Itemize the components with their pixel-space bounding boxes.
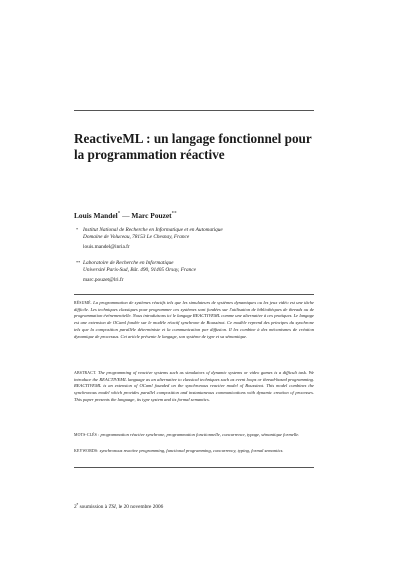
author-line [74, 211, 177, 220]
abstract-bottom-rule [74, 467, 314, 468]
footer-journal: TSI [108, 503, 116, 510]
affiliation-1 [76, 227, 313, 251]
affiliation-line: Université Paris-Sud, Bât. 490, 91405 Orsay, France [83, 267, 196, 274]
author-separator: — [122, 211, 130, 220]
affiliation-mark: * [76, 227, 79, 232]
author-mark: ** [171, 211, 177, 217]
footer-ordinal-suffix: e [76, 502, 79, 506]
abstract-label: ABSTRACT. [74, 371, 97, 375]
motscles-paragraph [74, 432, 314, 439]
affiliation-line: Domaine de Voluceau, 78153 Le Chesnay, France [83, 234, 190, 241]
keywords-paragraph [74, 448, 314, 455]
abstract-paragraph [74, 370, 314, 404]
motscles-label: MOTS-CLÉS : [74, 433, 100, 437]
author-name: Louis Mandel [74, 211, 118, 220]
affiliation-email: louis.mandel@inria.fr [83, 243, 130, 250]
keywords-text: synchronous reactive programming, functional programming, concurrency, typing, formal semantics. [99, 448, 284, 453]
affiliation-mark: ** [76, 260, 81, 265]
paper-title [74, 131, 324, 163]
resume-text: La programmation de systèmes réactifs tels que les simulateurs de systèmes dynamiques ou les jeux vidéo est une tâche difficile. Les techniques classiques pour programmer ces systèmes sont fondées sur l'utilisation de bibliothèques de threads ou de programmation événementielle. Nous introduisons ici le langage REACTIVEML comme une alternative à ces pratiques. Le langage est une extension de OCaml fondée sur le modèle réactif synchrone de Boussinot. Ce modèle reprend des principes du synchrone tels que la composition parallèle déterministe et la communication par diffusion. Il les combine à des mécanismes de création dynamique de processus. Cet article présente le langage, son système de type et sa sémantique. [74, 300, 314, 339]
title-line-1: ReactiveML : un langage fonctionnel pour [74, 131, 312, 146]
affiliation-line: Laboratoire de Recherche en Informatique [83, 260, 174, 266]
abstract-top-rule [74, 294, 314, 295]
author-name: Marc Pouzet [131, 211, 172, 220]
motscles-text: programmation réactive synchrone, programmation fonctionnelle, concurrence, typage, sémantique formelle. [100, 432, 300, 437]
author-mark: * [117, 211, 121, 217]
footer-text: soumission à [79, 503, 108, 510]
footer-ordinal: 2 [74, 503, 77, 510]
keywords-label: KEYWORDS: [74, 449, 99, 453]
top-rule [74, 110, 314, 111]
resume-paragraph [74, 300, 314, 340]
resume-label: RÉSUMÉ. [74, 301, 92, 305]
title-line-2: la programmation réactive [74, 147, 225, 162]
affiliation-line: Institut National de Recherche en Informatique et en Automatique [83, 227, 223, 233]
affiliation-2 [76, 260, 313, 284]
affiliation-email: marc.pouzet@lri.fr [83, 276, 124, 283]
abstract-text: The programming of reactive systems such as simulators of dynamic systems or video games is a difficult task. We introduce the REACTIVEML language as an alternative to classical techniques such as event loops or thread-based programming. REACTIVEML is an extension of OCaml founded on the synchronous reactive model of Boussinot. This model combines the synchronous model which provides parallel composition and instantaneous communications with dynamic creation of processes. This paper presents the language, its type system and its formal semantics. [74, 370, 314, 402]
submission-footer [74, 502, 163, 510]
footer-date: , le 20 novembre 2006 [115, 503, 164, 510]
